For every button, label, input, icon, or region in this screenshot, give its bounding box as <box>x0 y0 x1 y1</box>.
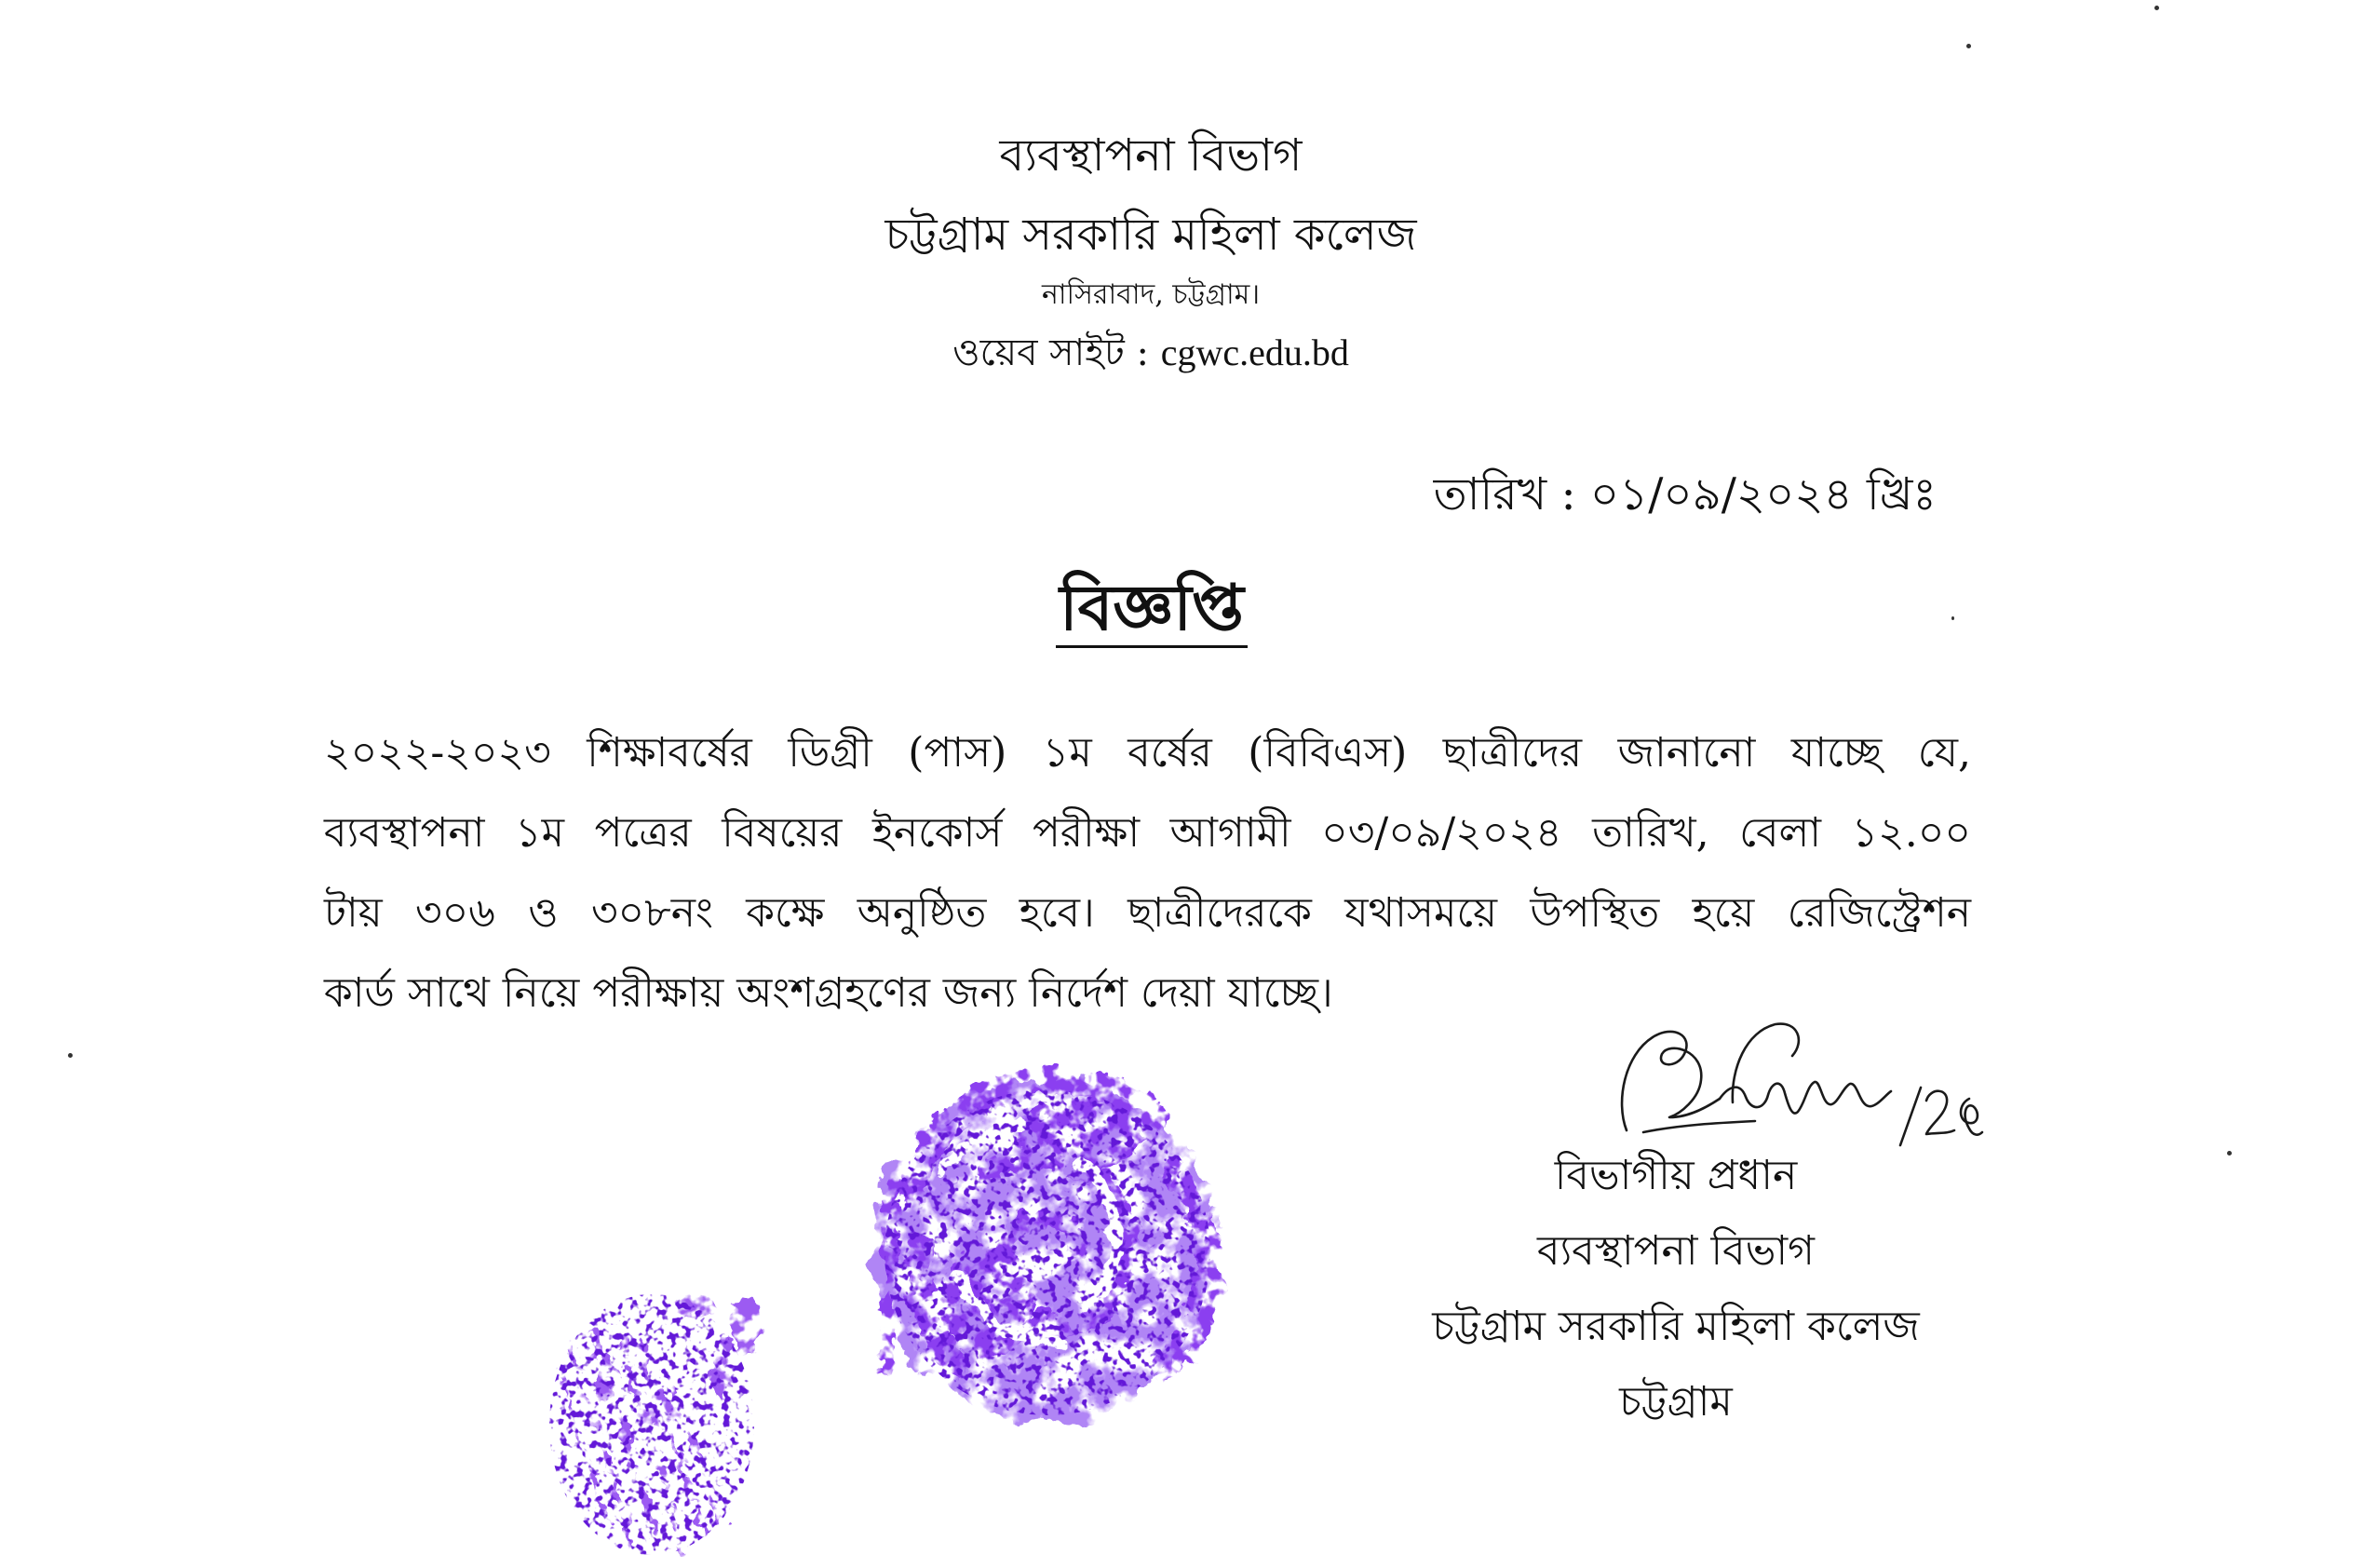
scan-speck <box>68 1053 73 1058</box>
website-url: cgwc.edu.bd <box>1160 331 1349 373</box>
signatory-designation: বিভাগীয় প্রধান <box>1554 1152 1798 1199</box>
header-department: ব্যবস্থাপনা বিভাগ <box>999 129 1303 182</box>
scan-speck <box>2154 6 2159 10</box>
signatory-city: চট্টগ্রাম <box>1619 1378 1733 1426</box>
signature-stroke <box>1926 1091 1954 1134</box>
signature-stroke <box>1720 1082 1891 1114</box>
body-line: কার্ড সাথে নিয়ে পরীক্ষায় অংশগ্রহণের জন্য নির্দেশ দেয়া যাচ্ছে। <box>324 969 1333 1017</box>
scan-speck <box>1951 616 1954 620</box>
smudge-specks <box>549 1294 754 1555</box>
body-line: ব্যবস্থাপনা ১ম পত্রের বিষয়ের ইনকোর্স পরীক্ষা আগামী ০৩/০৯/২০২৪ তারিখ, বেলা ১২.০০ <box>324 809 1971 857</box>
signature-stroke <box>1643 1121 1755 1132</box>
stamp-speck-field <box>884 1089 1210 1415</box>
signatory-college: চট্টগ্রাম সরকারি মহিলা কলেজ <box>1432 1303 1920 1350</box>
scan-speck <box>1966 44 1971 48</box>
smudge-speck-field <box>549 1294 754 1555</box>
signatory-department: ব্যবস্থাপনা বিভাগ <box>1537 1227 1815 1275</box>
signature-stroke <box>1622 1032 1720 1130</box>
notice-body <box>324 713 1971 1034</box>
header-website <box>685 328 1616 378</box>
stamp-ink-specks <box>884 1089 1210 1415</box>
signatory-block <box>1350 1138 2002 1440</box>
body-line: টায় ৩০৬ ও ৩০৮নং কক্ষে অনুষ্ঠিত হবে। ছাত্রীদেরকে যথাসময়ে উপস্থিত হয়ে রেজিস্ট্রেশন <box>324 889 1971 937</box>
office-seal-stamp <box>521 1061 1266 1568</box>
signature-stroke <box>1900 1088 1921 1145</box>
notice-date: তারিখ : ০১/০৯/২০২৪ খ্রিঃ <box>1433 468 1937 520</box>
signature-stroke <box>1961 1099 1982 1135</box>
header-college-name: চট্টগ্রাম সরকারি মহিলা কলেজ <box>884 209 1417 261</box>
notice-title: বিজ্ঞপ্তি <box>1056 573 1248 648</box>
title-wrapper <box>872 573 1431 648</box>
body-line: ২০২২-২০২৩ শিক্ষাবর্ষের ডিগ্রী (পাস) ১ম বর্ষের (বিবিএস) ছাত্রীদের জানানো যাচ্ছে যে, <box>324 729 1971 777</box>
website-label: ওয়েব সাইট : <box>952 331 1149 374</box>
header-address: নাসিরাবাদ, চট্টগ্রাম। <box>1041 278 1261 311</box>
scan-speck <box>2227 1151 2232 1156</box>
